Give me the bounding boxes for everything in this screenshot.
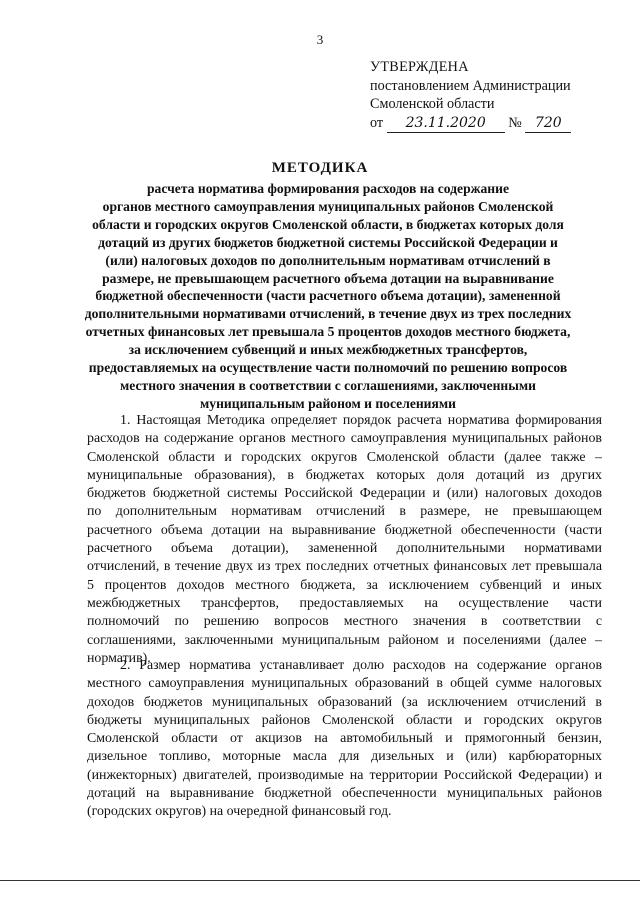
paragraph-line: расчетного объема дотации на выравнивание бюджетной обеспеченности (части [87, 522, 602, 538]
subtitle-line: дополнительными нормативами отчислений, в течение двух из трех последних [84, 306, 572, 322]
paragraph-line: соглашениями, заключенными муниципальным районом и поселениями (далее – [87, 632, 602, 648]
bottom-divider [0, 880, 640, 881]
approval-stamp [370, 58, 571, 133]
paragraph-line: (городских округов) на очередной финансовый год. [87, 804, 392, 820]
subtitle-line: бюджетной обеспеченности (части расчетного объема дотации), замененной [95, 288, 561, 304]
subtitle-line: предоставляемых на осуществление части полномочий по решению вопросов [88, 360, 568, 376]
paragraph-line: местного самоуправления муниципальных образований в общей сумме налоговых [87, 676, 602, 692]
handwritten-number: 720 [525, 115, 571, 133]
approval-date-row [370, 114, 571, 133]
approval-line1: постановлением Администрации [370, 77, 571, 94]
subtitle-line: за исключением субвенций и иных межбюджетных трансфертов, [128, 342, 528, 358]
date-prefix: от [370, 114, 384, 131]
paragraph-line: муниципальные образования), в бюджетах которых доля дотаций из других [87, 467, 602, 483]
subtitle-line: органов местного самоуправления муниципальных районов Смоленской [102, 198, 554, 214]
paragraph-line: 1. Настоящая Методика определяет порядок расчета норматива формирования [120, 413, 602, 428]
paragraph-line: расчетного объема дотации), замененной дополнительными нормативами [87, 541, 602, 557]
subtitle-line: отчетных финансовых лет превышала 5 процентов доходов местного бюджета, [85, 324, 571, 340]
paragraph-line: межбюджетных трансфертов, предоставляемых на осуществление части [87, 595, 602, 611]
paragraph-line: полномочий по решению вопросов местного значения в соответствии с [87, 614, 602, 630]
handwritten-date: 23.11.2020 [387, 115, 505, 133]
paragraph-line: бюджетов бюджетной системы Российской Федерации и (или) налоговых доходов [87, 486, 602, 502]
paragraph-line: Смоленской области от акцизов на автомобильный и прямогонный бензин, [87, 731, 602, 747]
paragraph-line: дотаций на выравнивание бюджетной обеспеченности муниципальных районов [87, 786, 602, 802]
subtitle-line: муниципальным районом и поселениями [200, 395, 456, 411]
subtitle-line: местного значения в соответствии с соглашениями, заключенными [120, 377, 536, 393]
approval-line2: Смоленской области [370, 96, 495, 112]
paragraph-line: (инжекторных) двигателей, производимые на территории Российской Федерации) и [87, 767, 602, 783]
subtitle-line: расчета норматива формирования расходов на содержание [147, 181, 509, 196]
document-title: МЕТОДИКА [271, 160, 369, 176]
number-prefix: № [508, 114, 522, 131]
subtitle-line: области и городских округов Смоленской области, в бюджетах которых доля [92, 216, 564, 232]
paragraph-line: 2. Размер норматива устанавливает долю расходов на содержание органов [120, 658, 602, 673]
paragraph-line: дизельное топливо, моторные масла для дизельных и (или) карбюраторных [87, 749, 602, 765]
paragraph-line: Смоленской области и городских округов Смоленской области (далее также – [87, 449, 602, 465]
paragraph-line: бюджеты муниципальных районов Смоленской области и городских округов [87, 712, 602, 728]
document-subtitle [52, 180, 604, 413]
approval-heading: УТВЕРЖДЕНА [370, 59, 469, 75]
paragraph-line: по дополнительным нормативам отчислений в размере, не превышающем [87, 504, 602, 520]
paragraph-2 [87, 657, 602, 822]
paragraph-line: 5 процентов доходов местного бюджета, за исключением субвенций и иных [87, 577, 602, 593]
page-number: 3 [316, 32, 324, 47]
subtitle-line: размере, не превышающем расчетного объема дотации на выравнивание [102, 270, 554, 286]
paragraph-line: отчислений, в течение двух из трех последних отчетных финансовых лет превышала [87, 559, 602, 575]
paragraph-1 [87, 412, 602, 668]
paragraph-line: норматив). [87, 650, 151, 666]
subtitle-line: дотаций из других бюджетов бюджетной системы Российской Федерации и [98, 234, 558, 250]
paragraph-line: доходов бюджетов муниципальных образований (за исключением отчислений в [87, 694, 602, 710]
paragraph-line: расходов на содержание органов местного самоуправления муниципальных районов [87, 431, 602, 447]
subtitle-line: (или) налоговых доходов по дополнительным нормативам отчислений в [105, 252, 551, 268]
